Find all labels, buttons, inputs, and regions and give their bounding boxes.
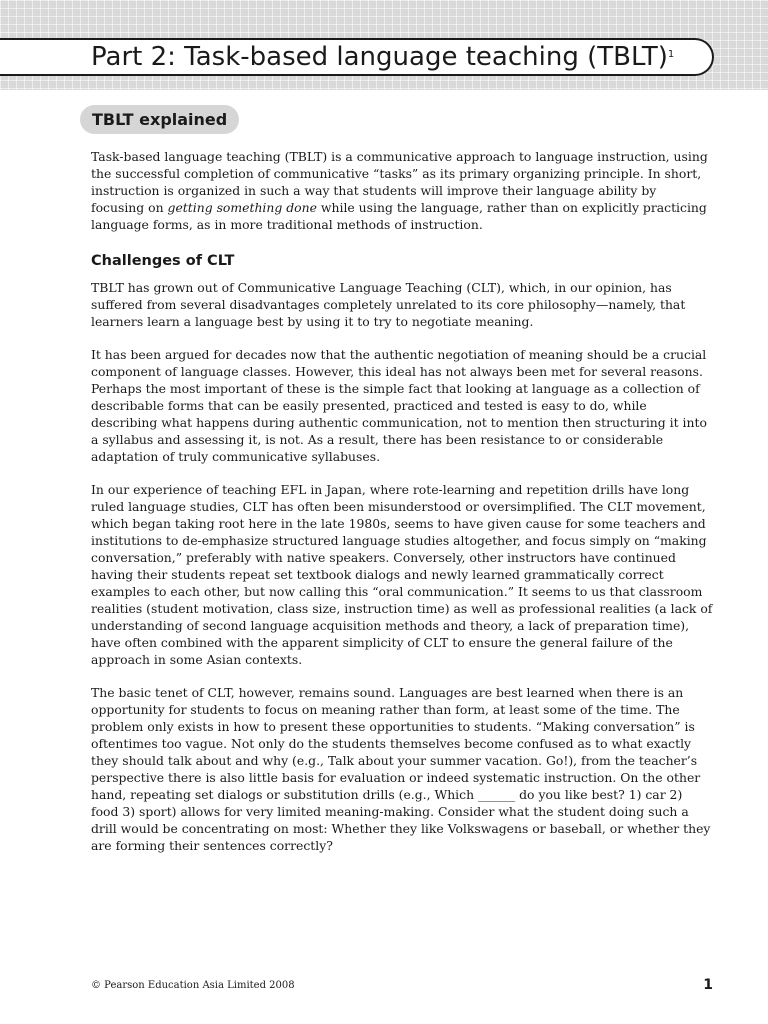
challenges-heading: Challenges of CLT (91, 253, 235, 269)
challenges-paragraph-1: TBLT has grown out of Communicative Language Teaching (CLT), which, in our opinion, has suffered from several disadvantages completely unrelated to its core philosophy—namely, that learners learn a language best by using it to try to negotiate meaning. (91, 280, 686, 329)
intro-text-part1: Task-based language teaching (TBLT) is a communicative approach to language instruction, using the successful completion of communicative “tasks” as its primary organizing principle. In short, instruction is organized in such a way that students will improve their language ability by focusing on (91, 149, 708, 215)
intro-paragraph (91, 148, 713, 233)
footnote-marker: 1 (667, 49, 675, 60)
intro-emphasis: getting something done (167, 200, 317, 215)
copyright-notice: © Pearson Education Asia Limited 2008 (91, 980, 295, 991)
page-title (91, 40, 674, 74)
intro-text-part2: while using the language, rather than on explicitly practicing language forms, as in more traditional methods of instruction. (91, 200, 707, 232)
challenges-paragraph-3: In our experience of teaching EFL in Japan, where rote-learning and repetition drills have long ruled language studies, CLT has often been misunderstood or oversimplified. The CLT movement, which began taking root here in the late 1980s, seems to have given cause for some teachers and institutions to de-emphasize structured language studies altogether, and focus simply on “making conversation,” preferably with native speakers. Conversely, other instructors have continued having their students repeat set textbook dialogs and newly learned grammatically correct examples to each other, but now calling this “oral communication.” It seems to us that classroom realities (student motivation, class size, instruction time) as well as professional realities (a lack of understanding of second language acquisition methods and theory, a lack of preparation time), have often combined with the apparent simplicity of CLT to ensure the general failure of the approach in some Asian contexts. (91, 482, 713, 667)
page-number: 1 (703, 977, 713, 993)
challenges-paragraph-4: The basic tenet of CLT, however, remains sound. Languages are best learned when there is an opportunity for students to focus on meaning rather than form, at least some of the time. The problem only exists in how to present these opportunities to students. “Making conversation” is oftentimes too vague. Not only do the students themselves become confused as to what exactly they should talk about and why (e.g., Talk about your summer vacation. Go!), from the teacher’s perspective there is also little basis for evaluation or indeed systematic instruction. On the other hand, repeating set dialogs or substitution drills (e.g., Which ______ do you like best? 1) car 2) food 3) sport) allows for very limited meaning-making. Consider what the student doing such a drill would be concentrating on most: Whether they like Volkswagens or baseball, or whether they are forming their sentences correctly? (91, 685, 711, 853)
main-content (91, 148, 713, 870)
challenges-paragraph-2: It has been argued for decades now that the authentic negotiation of meaning should be a crucial component of language classes. However, this ideal has not always been met for several reasons. Perhaps the most important of these is the simple fact that looking at language as a collection of describable forms that can be easily presented, practiced and tested is easy to do, while describing what happens during authentic communication, not to mention then structuring it into a syllabus and assessing it, is not. As a result, there has been resistance to or considerable adaptation of truly communicative syllabuses. (91, 347, 707, 464)
page-title-text: Part 2: Task-based language teaching (TBLT) (91, 42, 668, 72)
section-badge: TBLT explained (80, 105, 239, 134)
